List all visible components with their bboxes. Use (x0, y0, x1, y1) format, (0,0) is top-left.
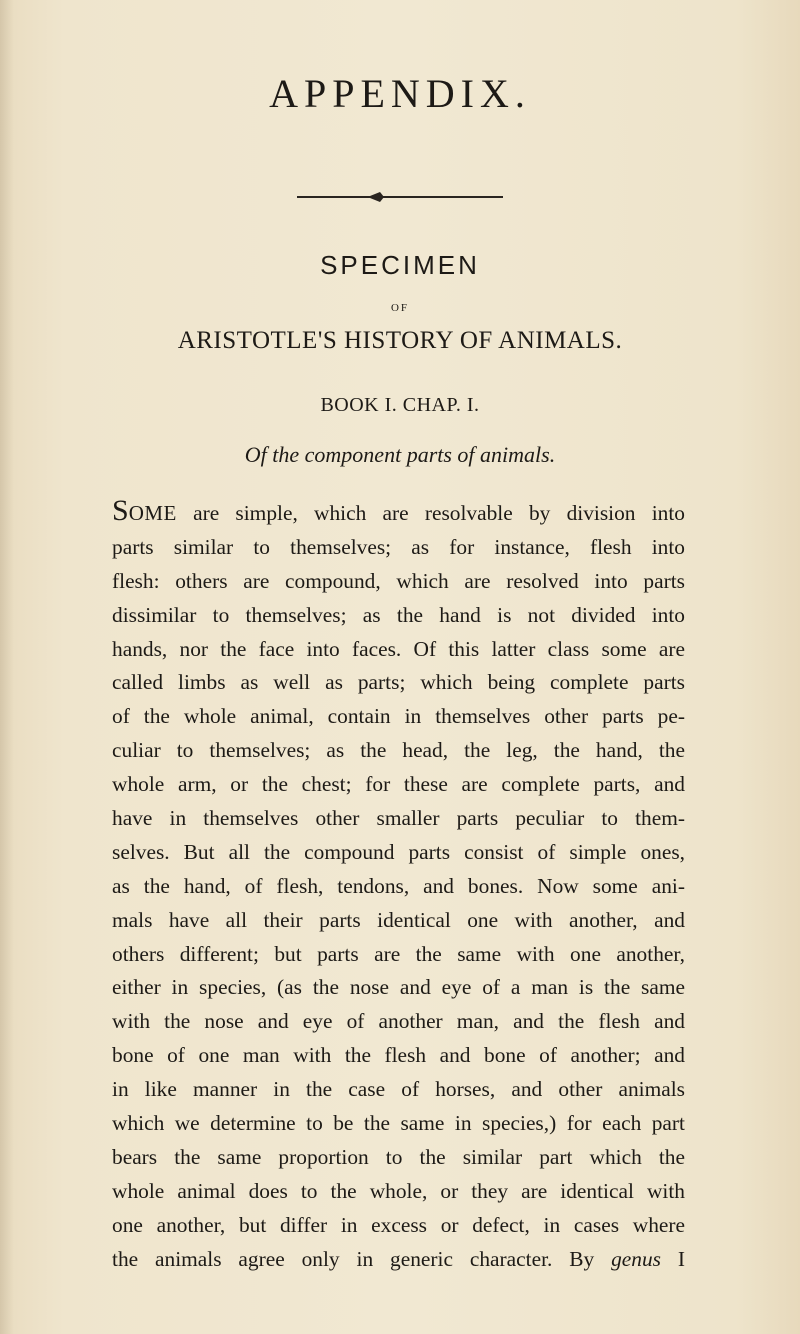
text-line: hands, nor the face into faces. Of this latter class some are (112, 636, 685, 661)
text-line: dissimilar to themselves; as the hand is not divided into (112, 602, 685, 627)
text-line: whole arm, or the chest; for these are complete parts, and (112, 772, 685, 797)
text-line: whole animal does to the whole, or they are identical with (112, 1178, 685, 1203)
text-line: which we determine to be the same in species,) for each part (112, 1111, 685, 1136)
text-line: bone of one man with the flesh and bone of another; and (112, 1043, 685, 1068)
page-edge-shadow (0, 0, 14, 1334)
italic-genus: genus (611, 1246, 661, 1271)
text-line: in like manner in the case of horses, and other animals (112, 1077, 685, 1102)
text-line: one another, but differ in excess or defect, in cases where (112, 1212, 685, 1237)
text-line: flesh: others are compound, which are resolved into parts (112, 568, 685, 593)
text-line: with the nose and eye of another man, and the flesh and (112, 1009, 685, 1034)
small-caps-word: OME (128, 501, 177, 525)
text-line: of the whole animal, contain in themselves other parts pe- (112, 704, 685, 729)
title-of: OF (390, 302, 410, 314)
book-chapter-label: BOOK I. CHAP. I. (320, 394, 480, 416)
text-line-final (112, 1243, 685, 1277)
text-line: either in species, (as the nose and eye of a man is the same (112, 975, 685, 1000)
title-specimen: SPECIMEN (320, 250, 480, 280)
chapter-title: Of the component parts of animals. (244, 442, 556, 467)
text-line: called limbs as well as parts; which being complete parts (112, 670, 685, 695)
final-line-start: the animals agree only in generic character. By (112, 1246, 612, 1271)
text-line: bears the same proportion to the similar part which the (112, 1144, 685, 1169)
text-line (112, 494, 685, 531)
text-line: culiar to themselves; as the head, the leg, the hand, the (112, 738, 685, 763)
drop-cap: S (112, 494, 129, 527)
text-line: others different; but parts are the same with one another, (112, 941, 685, 966)
text-line: parts similar to themselves; as for instance, flesh into (112, 534, 685, 559)
body-paragraph (112, 494, 685, 1276)
text-line: selves. But all the compound parts consist of simple ones, (112, 839, 685, 864)
final-line-end: I (660, 1246, 685, 1271)
text-line: as the hand, of flesh, tendons, and bones. Now some ani- (112, 873, 685, 898)
text-line: have in themselves other smaller parts peculiar to them- (112, 806, 685, 831)
text-line: mals have all their parts identical one with another, and (112, 907, 685, 932)
appendix-heading: APPENDIX. (269, 71, 531, 116)
rule-ornament-icon (350, 191, 410, 203)
title-history-of-animals: ARISTOTLE'S HISTORY OF ANIMALS. (177, 327, 623, 354)
text-line-content: are simple, which are resolvable by division into (176, 501, 685, 525)
